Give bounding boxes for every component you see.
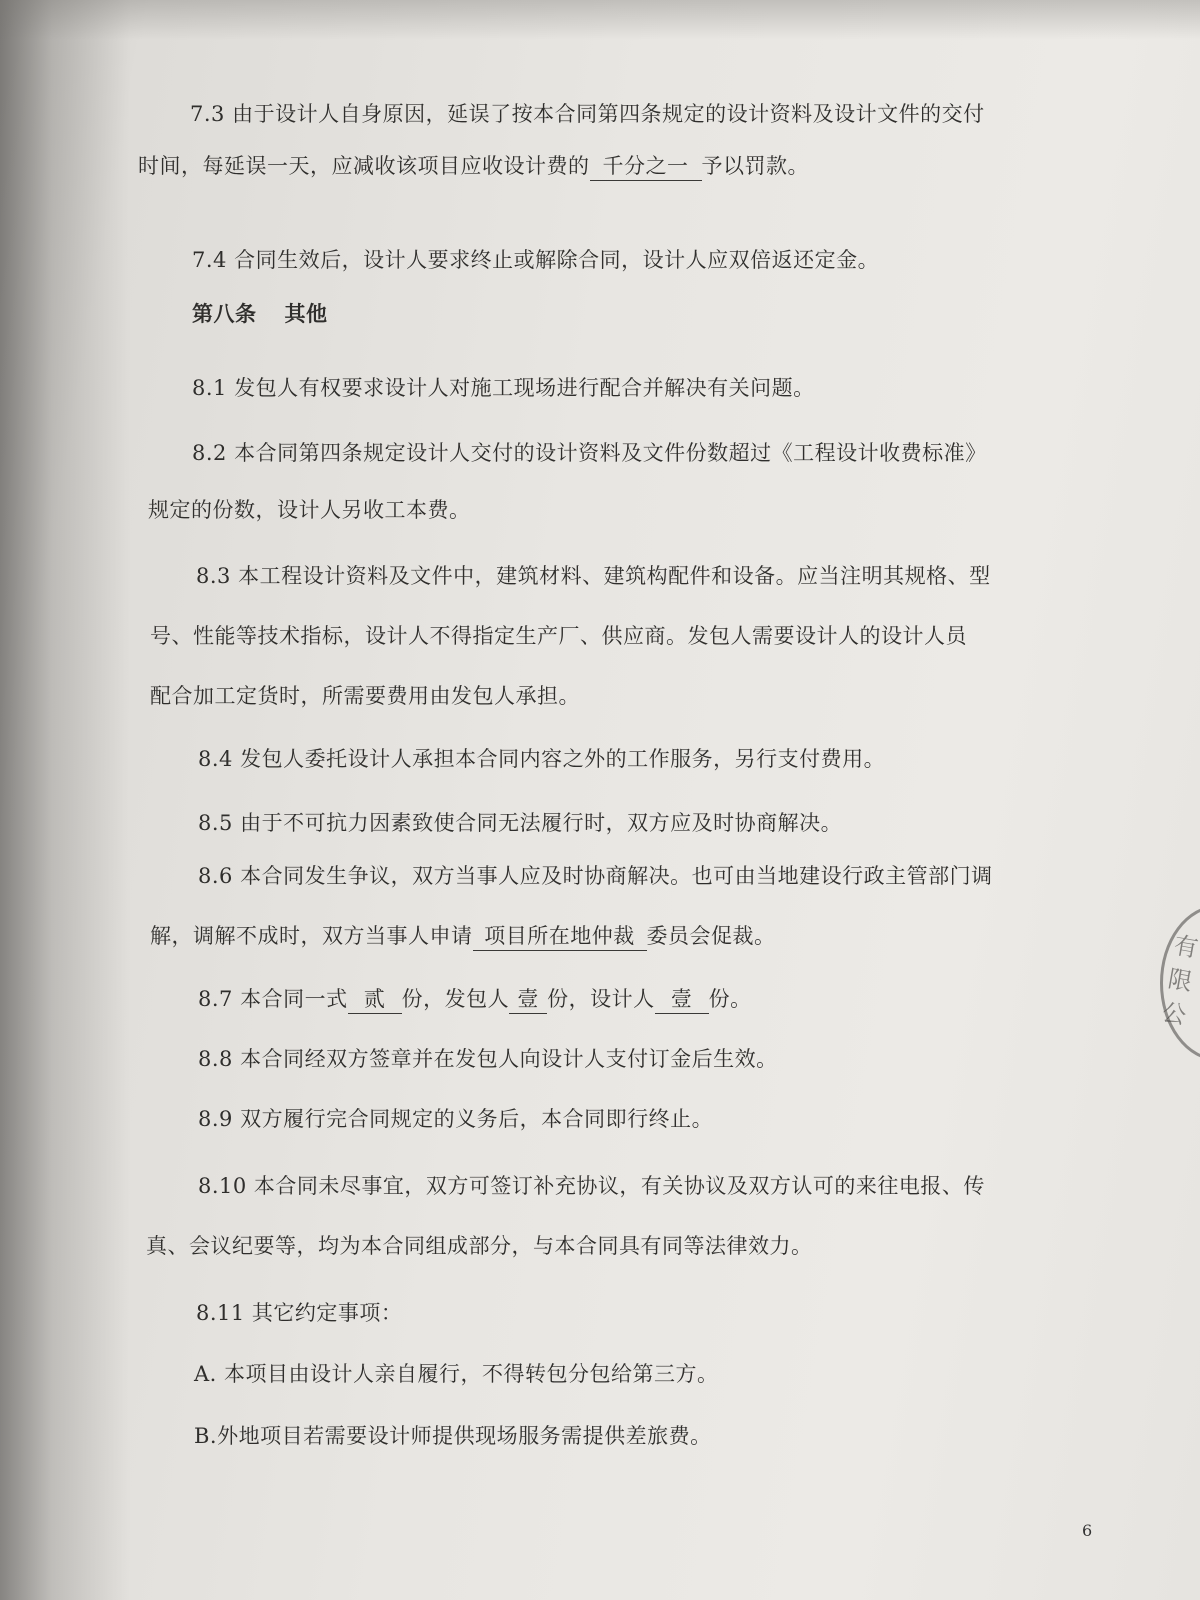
page-top-edge [0, 0, 1200, 40]
clause-7-3-text-after: 予以罚款。 [701, 154, 809, 178]
clause-8-11: 8.11 其它约定事项： [196, 1301, 403, 1325]
clause-8-8: 8.8 本合同经双方签章并在发包人向设计人支付订金后生效。 [198, 1047, 778, 1071]
clause-8-6-line-1: 8.6 本合同发生争议，双方当事人应及时协商解决。也可由当地建设行政主管部门调 [198, 864, 993, 888]
clause-8-6-text-after: 委员会促裁。 [646, 924, 776, 948]
clause-8-1: 8.1 发包人有权要求设计人对施工现场进行配合并解决有关问题。 [192, 376, 815, 400]
copies-designer-fill: 壹 [655, 983, 709, 1014]
page-number: 6 [1082, 1521, 1093, 1540]
seal-text: 有限公 [1159, 931, 1200, 1030]
clause-8-7-part-3: 份，设计人 [547, 987, 655, 1011]
clause-8-6-text-before: 解，调解不成时，双方当事人申请 [150, 924, 473, 948]
clause-8-2-line-2: 规定的份数，设计人另收工本费。 [148, 498, 471, 522]
clause-8-3-line-3: 配合加工定货时，所需要费用由发包人承担。 [150, 684, 580, 708]
article-8-heading [192, 298, 328, 328]
arbitration-body-fill: 项目所在地仲裁 [473, 920, 647, 951]
clause-8-2-line-1: 8.2 本合同第四条规定设计人交付的设计资料及文件份数超过《工程设计收费标准》 [192, 441, 987, 465]
clause-8-4: 8.4 发包人委托设计人承担本合同内容之外的工作服务，另行支付费用。 [198, 747, 886, 771]
clause-7-3-text-before: 时间，每延误一天，应减收该项目应收设计费的 [138, 154, 590, 178]
clause-8-10-line-1: 8.10 本合同未尽事宜，双方可签订补充协议，有关协议及双方认可的来往电报、传 [198, 1174, 985, 1198]
item-b: B.外地项目若需要设计师提供现场服务需提供差旅费。 [194, 1424, 712, 1448]
clause-8-5: 8.5 由于不可抗力因素致使合同无法履行时，双方应及时协商解决。 [198, 811, 843, 835]
clause-8-7 [198, 983, 752, 1014]
clause-8-10-line-2: 真、会议纪要等，均为本合同组成部分，与本合同具有同等法律效力。 [146, 1234, 813, 1258]
penalty-rate-fill: 千分之一 [590, 150, 702, 181]
clause-7-4: 7.4 合同生效后，设计人要求终止或解除合同，设计人应双倍返还定金。 [192, 248, 880, 272]
article-8-label: 第八条 [192, 301, 257, 326]
copies-client-fill: 壹 [509, 983, 547, 1014]
clause-7-3-line-1: 7.3 由于设计人自身原因，延误了按本合同第四条规定的设计资料及设计文件的交付 [190, 102, 985, 126]
clause-8-7-part-1: 8.7 本合同一式 [198, 987, 348, 1011]
clause-8-9: 8.9 双方履行完合同规定的义务后，本合同即行终止。 [198, 1107, 714, 1131]
clause-8-7-part-4: 份。 [708, 987, 752, 1011]
copies-total-fill: 贰 [348, 983, 402, 1014]
clause-8-3-line-1: 8.3 本工程设计资料及文件中，建筑材料、建筑构配件和设备。应当注明其规格、型 [196, 564, 991, 588]
clause-8-7-part-2: 份，发包人 [401, 987, 510, 1011]
item-a: A. 本项目由设计人亲自履行，不得转包分包给第三方。 [194, 1362, 719, 1386]
clause-8-3-line-2: 号、性能等技术指标，设计人不得指定生产厂、供应商。发包人需要设计人的设计人员 [150, 624, 967, 648]
clause-7-3-line-2 [138, 150, 809, 181]
clause-8-6-line-2 [150, 920, 776, 951]
article-8-title: 其他 [284, 301, 328, 326]
page-shadow [0, 0, 130, 1600]
